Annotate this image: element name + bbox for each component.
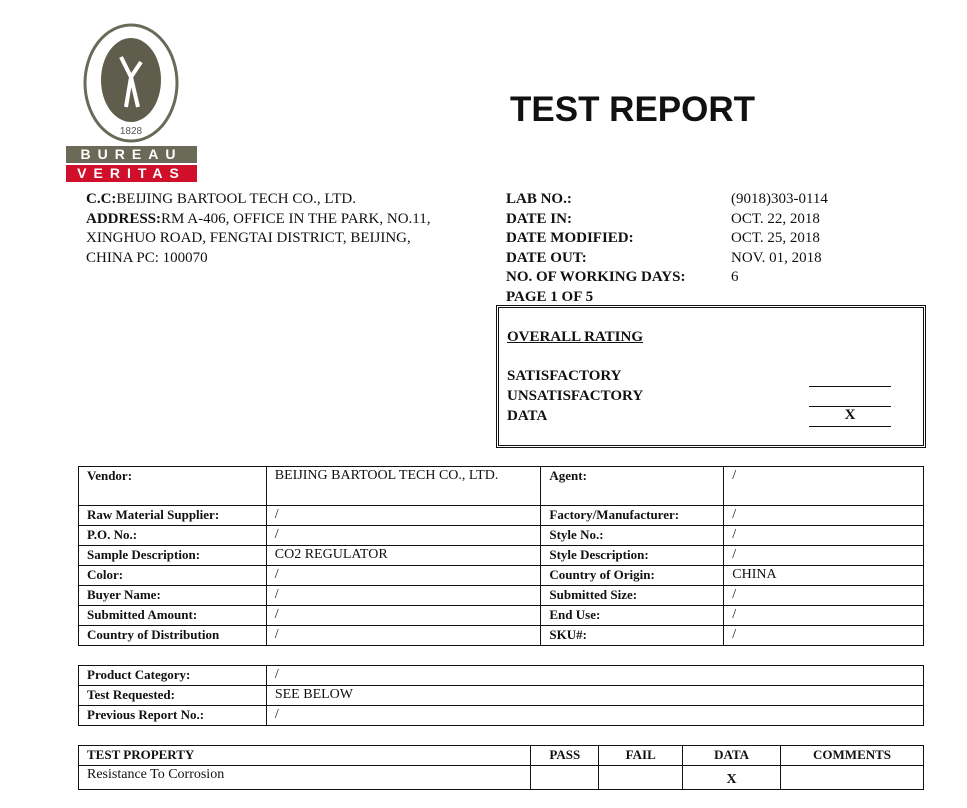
field-label: Style No.: [541,526,724,546]
table-header [79,746,924,766]
field-label: Style Description: [541,546,724,566]
table-row [79,666,924,686]
date-out-label: DATE OUT: [506,249,587,266]
field-value: / [266,666,923,686]
test-cell: X [683,766,781,790]
working-days-label: NO. OF WORKING DAYS: [506,269,686,285]
lab-no-label: LAB NO.: [506,191,572,207]
field-value: CO2 REGULATOR [266,546,541,566]
test-cell [599,766,683,790]
table-row [79,606,924,626]
seal-icon [66,22,197,144]
field-value: / [266,506,541,526]
field-value: / [724,506,924,526]
field-label: Previous Report No.: [79,706,267,726]
report-title: TEST REPORT [510,90,756,129]
address-line: CHINA PC: 100070 [86,249,208,266]
field-label: Submitted Size: [541,586,724,606]
table-row [79,706,924,726]
field-value: / [266,626,541,646]
field-label: Country of Distribution [79,626,267,646]
logo-word-bureau: BUREAU [66,146,197,163]
column-header: COMMENTS [781,746,924,766]
data-mark: X [809,407,891,427]
overall-rating-title: OVERALL RATING [507,329,643,345]
field-label: Agent: [541,467,724,506]
field-label: Color: [79,566,267,586]
field-label: Raw Material Supplier: [79,506,267,526]
table-row [79,467,924,506]
field-label: Submitted Amount: [79,606,267,626]
table-row [79,766,924,790]
field-value: CHINA [724,566,924,586]
column-header: DATA [683,746,781,766]
field-label: Product Category: [79,666,267,686]
test-cell: Resistance To Corrosion [79,766,531,790]
address-label: ADDRESS: [86,210,162,227]
logo-word-veritas: VERITAS [66,165,197,182]
field-value: / [724,586,924,606]
field-value: / [266,586,541,606]
bureau-veritas-logo [66,22,197,184]
svg-text:1828: 1828 [119,126,143,137]
rating-satisfactory: SATISFACTORY [507,368,622,384]
field-value: / [724,546,924,566]
table-row [79,506,924,526]
address-line: XINGHUO ROAD, FENGTAI DISTRICT, BEIJING, [86,230,411,246]
page-number: PAGE 1 OF 5 [506,288,594,305]
column-header: FAIL [599,746,683,766]
table-row [79,566,924,586]
test-cell [531,766,599,790]
date-in-label: DATE IN: [506,210,572,227]
test-cell [781,766,924,790]
field-label: Vendor: [79,467,267,506]
column-header: PASS [531,746,599,766]
field-value: BEIJING BARTOOL TECH CO., LTD. [266,467,541,506]
field-label: P.O. No.: [79,526,267,546]
field-value: / [724,526,924,546]
field-label: Sample Description: [79,546,267,566]
date-modified-label: DATE MODIFIED: [506,230,634,246]
field-label: Test Requested: [79,686,267,706]
field-value: SEE BELOW [266,686,923,706]
table-row [79,626,924,646]
field-label: SKU#: [541,626,724,646]
date-modified-value: OCT. 25, 2018 [731,230,820,246]
field-value: / [266,606,541,626]
client-block [86,190,431,268]
product-info-table [78,665,924,726]
cc-label: C.C: [86,191,117,207]
test-results-table [78,745,924,790]
rating-unsatisfactory: UNSATISFACTORY [507,388,644,404]
rating-data: DATA [507,408,548,424]
table-row [79,546,924,566]
date-out-value: NOV. 01, 2018 [731,249,822,266]
satisfactory-mark [809,367,891,387]
table-row [79,586,924,606]
lab-info [506,190,846,307]
address-line: RM A-406, OFFICE IN THE PARK, NO.11, [161,210,431,227]
field-value: / [724,626,924,646]
field-value: / [266,706,923,726]
overall-rating-box [496,305,926,448]
field-label: Country of Origin: [541,566,724,586]
table-row [79,686,924,706]
sample-info-table [78,466,924,646]
field-label: Buyer Name: [79,586,267,606]
working-days-value: 6 [731,269,739,285]
field-value: / [724,467,924,506]
date-in-value: OCT. 22, 2018 [731,210,820,227]
cc-value: BEIJING BARTOOL TECH CO., LTD. [116,191,356,207]
unsatisfactory-mark [809,387,891,407]
field-label: End Use: [541,606,724,626]
field-value: / [266,526,541,546]
lab-no-value: (9018)303-0114 [731,191,828,207]
field-value: / [266,566,541,586]
field-label: Factory/Manufacturer: [541,506,724,526]
column-header: TEST PROPERTY [79,746,531,766]
table-row [79,526,924,546]
field-value: / [724,606,924,626]
